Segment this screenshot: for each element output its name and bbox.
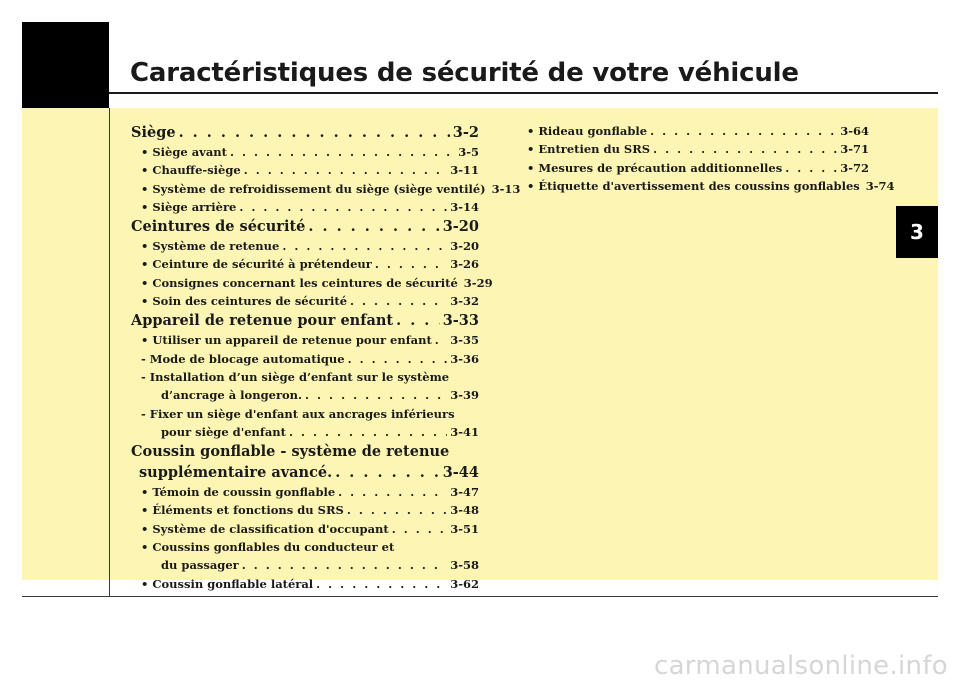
toc-entry-siege-avant[interactable]: • Siège avant . . . 3-5	[131, 143, 479, 161]
toc-entry-lateral[interactable]: • Coussin gonflable latéral . . . 3-62	[131, 575, 479, 593]
toc-entry-siege[interactable]: Siège . . . 3-2	[131, 122, 479, 143]
toc-entry-installation[interactable]: d’ancrage à longeron. . . . 3-39	[131, 386, 479, 404]
watermark: carmanualsonline.info	[653, 651, 948, 681]
toc-column-right	[527, 122, 895, 195]
header-black-block	[22, 22, 109, 108]
chapter-tab[interactable]: 3	[896, 206, 938, 258]
page-title: Caractéristiques de sécurité de votre véhicule	[130, 58, 799, 88]
toc-entry-passager[interactable]: du passager . . . 3-58	[131, 556, 479, 574]
toc-entry-siege-arriere[interactable]: • Siège arrière . . . 3-14	[131, 198, 479, 216]
toc-entry-conducteur-line1: • Coussins gonflables du conducteur et	[141, 540, 395, 555]
toc-entry-etiquette[interactable]: • Étiquette d'avertissement des coussins gonflables 3-74	[527, 178, 895, 193]
toc-entry-utiliser[interactable]: • Utiliser un appareil de retenue pour enfant . . . 3-35	[131, 331, 479, 349]
toc-entry-coussin-line1: Coussin gonflable - système de retenue	[131, 443, 450, 461]
toc-entry-installation-line1: - Installation d’un siège d’enfant sur le système	[141, 369, 450, 384]
toc-entry-pretendeur[interactable]: • Ceinture de sécurité à prétendeur . . . 3-26	[131, 255, 479, 273]
toc-entry-refroidissement[interactable]: • Système de refroidissement du siège (siège ventilé) 3-13	[141, 181, 521, 196]
left-margin-rule	[109, 108, 110, 596]
toc-entry-soin[interactable]: • Soin des ceintures de sécurité . . . 3-32	[131, 292, 479, 310]
toc-entry-coussin[interactable]: supplémentaire avancé. . . . 3-44	[131, 462, 479, 483]
toc-entry-consignes[interactable]: • Consignes concernant les ceintures de sécurité 3-29	[141, 275, 493, 290]
toc-entry-rideau[interactable]: • Rideau gonflable . . . 3-64	[527, 122, 869, 140]
toc-entry-systeme-retenue[interactable]: • Système de retenue . . . 3-20	[131, 237, 479, 255]
toc-entry-appareil[interactable]: Appareil de retenue pour enfant . . . 3-33	[131, 310, 479, 331]
toc-entry-chauffe-siege[interactable]: • Chauffe-siège . . . 3-11	[131, 161, 479, 179]
toc-entry-classification[interactable]: • Système de classification d'occupant . . . 3-51	[131, 520, 479, 538]
toc-entry-fixer-line1: - Fixer un siège d'enfant aux ancrages inférieurs	[141, 406, 455, 421]
toc-entry-elements[interactable]: • Éléments et fonctions du SRS . . . 3-48	[131, 501, 479, 519]
toc-entry-ceintures[interactable]: Ceintures de sécurité . . . 3-20	[131, 216, 479, 237]
toc-entry-mesures[interactable]: • Mesures de précaution additionnelles . . . 3-72	[527, 159, 869, 177]
toc-entry-entretien[interactable]: • Entretien du SRS . . . 3-71	[527, 140, 869, 158]
toc-entry-temoin[interactable]: • Témoin de coussin gonflable . . . 3-47	[131, 483, 479, 501]
toc-column-left	[131, 122, 521, 593]
toc-entry-fixer[interactable]: pour siège d'enfant . . . 3-41	[131, 423, 479, 441]
bottom-rule	[22, 596, 938, 597]
toc-entry-blocage[interactable]: - Mode de blocage automatique . . . 3-36	[131, 350, 479, 368]
